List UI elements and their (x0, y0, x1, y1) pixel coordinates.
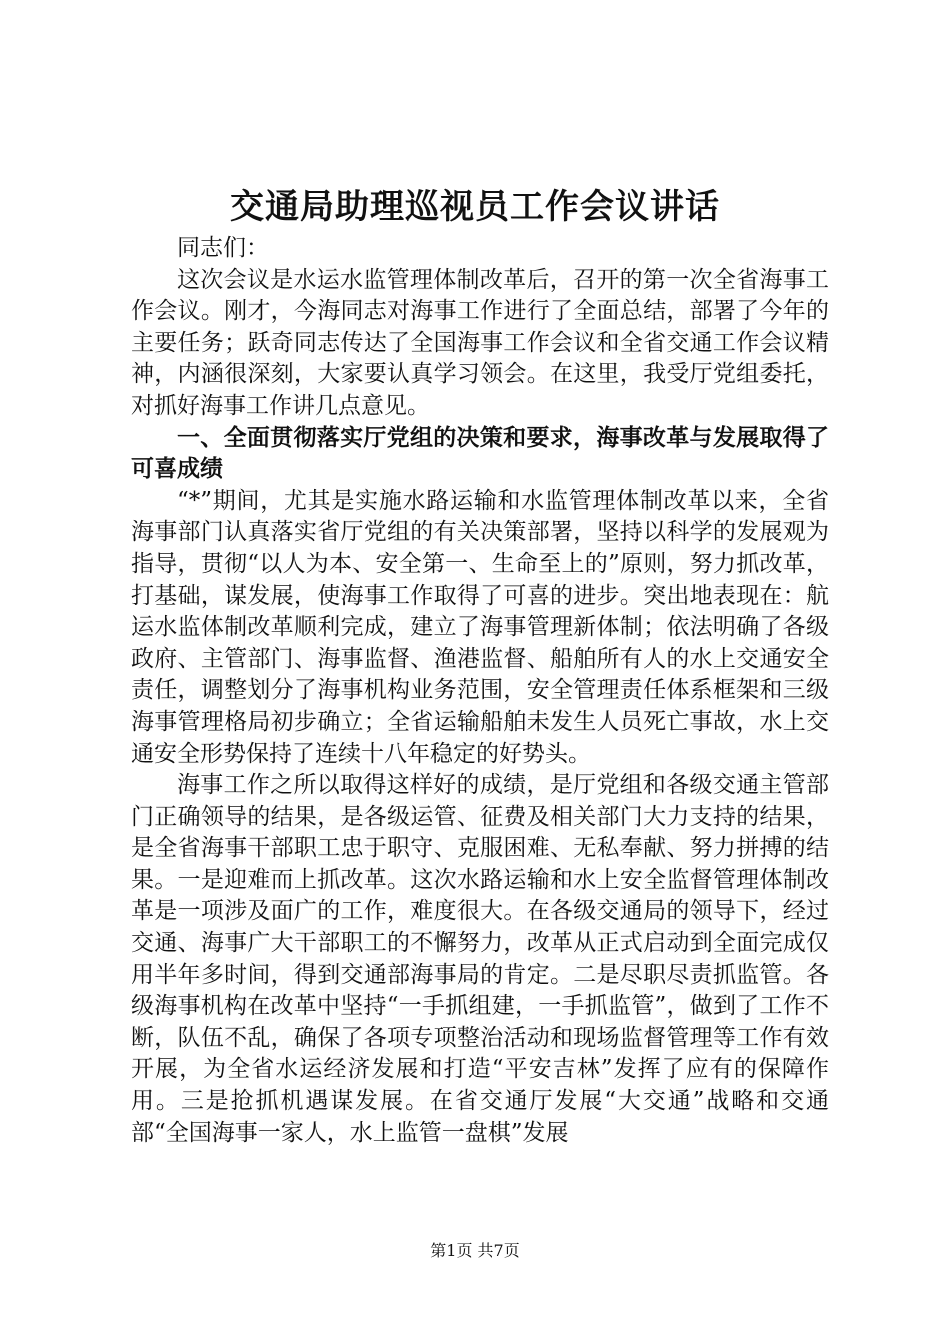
page-number-footer: 第1页 共7页 (430, 1241, 520, 1260)
paragraph-achievements: “*”期间，尤其是实施水路运输和水监管理体制改革以来，全省海事部门认真落实省厅党组的有关决策部署，坚持以科学的发展观为指导，贯彻“以人为本、安全第一、生命至上的”原则，努力抓改革，打基础，谋发展，使海事工作取得了可喜的进步。突出地表现在：航运水监体制改革顺利完成，建立了海事管理新体制；依法明确了各级政府、主管部门、海事监督、渔港监督、船舶所有人的水上交通安全责任，调整划分了海事机构业务范围，安全管理责任体系框架和三级海事管理格局初步确立；全省运输船舶未发生人员死亡事故，水上交通安全形势保持了连续十八年稳定的好势头。 (131, 487, 829, 767)
document-body (131, 233, 829, 1149)
salutation: 同志们： (177, 235, 269, 261)
paragraph-intro: 这次会议是水运水监管理体制改革后，召开的第一次全省海事工作会议。刚才，今海同志对海事工作进行了全面总结，部署了今年的主要任务；跃奇同志传达了全国海事工作会议和全省交通工作会议精神，内涵很深刻，大家要认真学习领会。在这里，我受厅党组委托，对抓好海事工作讲几点意见。 (131, 266, 829, 419)
paragraph-reasons: 海事工作之所以取得这样好的成绩，是厅党组和各级交通主管部门正确领导的结果，是各级运管、征费及相关部门大力支持的结果，是全省海事干部职工忠于职守、克服困难、无私奉献、努力拼搏的结果。一是迎难而上抓改革。这次水路运输和水上安全监督管理体制改革是一项涉及面广的工作，难度很大。在各级交通局的领导下，经过交通、海事广大干部职工的不懈努力，改革从正式启动到全面完成仅用半年多时间，得到交通部海事局的肯定。二是尽职尽责抓监管。各级海事机构在改革中坚持“一手抓组建，一手抓监管”，做到了工作不断，队伍不乱，确保了各项专项整治活动和现场监督管理等工作有效开展，为全省水运经济发展和打造“平安吉林”发挥了应有的保障作用。三是抢抓机遇谋发展。在省交通厅发展“大交通”战略和交通部“全国海事一家人，水上监管一盘棋”发展 (131, 772, 829, 1146)
section-heading-1: 一、全面贯彻落实厅党组的决策和要求，海事改革与发展取得了可喜成绩 (131, 424, 829, 483)
document-title: 交通局助理巡视员工作会议讲话 (230, 187, 720, 227)
